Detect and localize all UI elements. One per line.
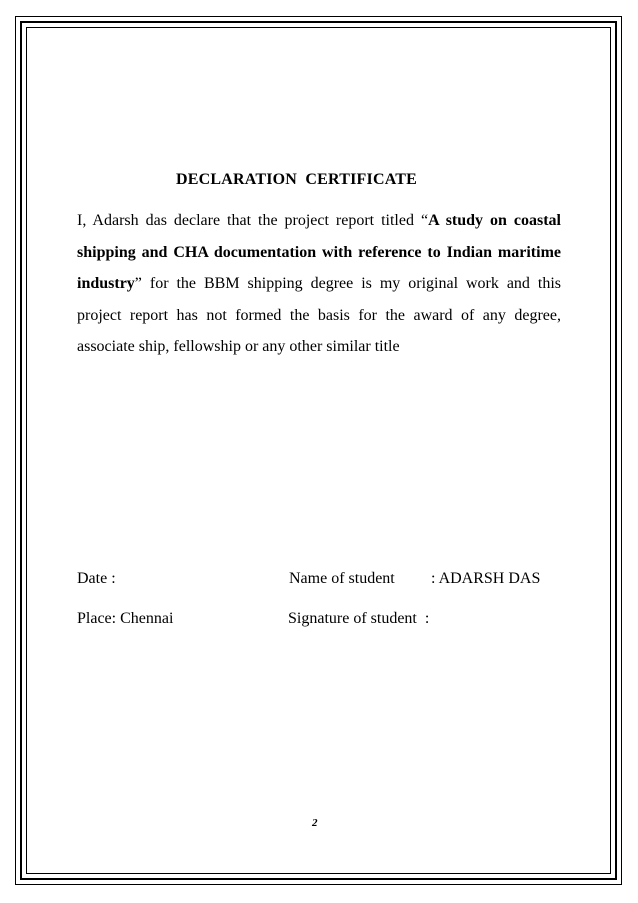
page-border-inner (20, 21, 617, 880)
page-border-innermost (26, 27, 611, 874)
date-label: Date : (77, 570, 116, 587)
declaration-intro: I, Adarsh das declare that the project report titled “ (77, 212, 429, 229)
signature-label: Signature of student : (288, 610, 430, 627)
declaration-paragraph (77, 205, 561, 363)
page-number: 2 (312, 817, 318, 829)
declaration-title: DECLARATION CERTIFICATE (176, 171, 418, 188)
project-title: A study on coastal shipping and CHA documentation with reference to Indian maritime industry (77, 212, 562, 293)
declaration-rest: ” for the BBM shipping degree is my original work and this project report has not formed the basis for the award of any degree, associate ship, fellowship or any other similar title (77, 275, 561, 356)
page-border (15, 16, 622, 885)
student-name-label: Name of student (289, 570, 395, 587)
place-label: Place: Chennai (77, 610, 174, 627)
student-name-value: : ADARSH DAS (431, 570, 541, 587)
